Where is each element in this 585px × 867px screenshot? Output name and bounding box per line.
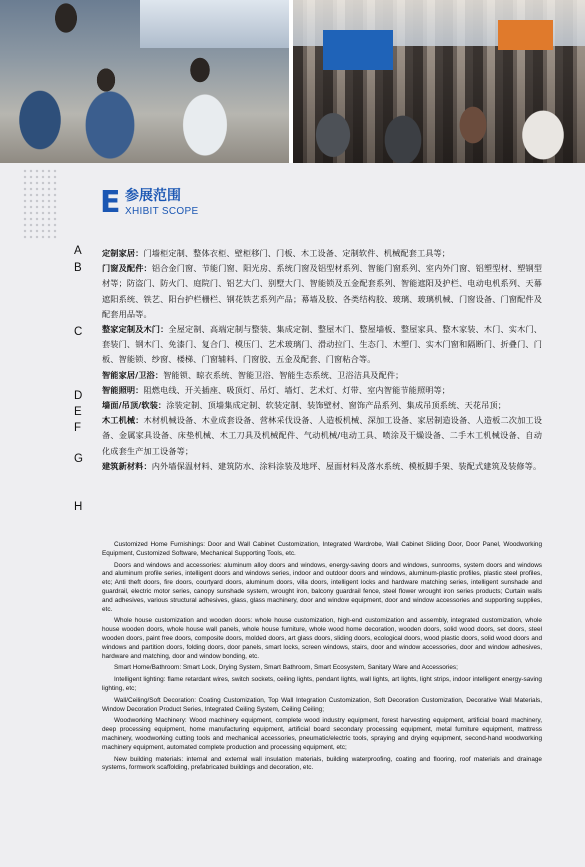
category-letter: H	[74, 501, 83, 513]
category-list-chinese	[102, 246, 542, 474]
category-item	[102, 459, 542, 474]
category-item	[102, 383, 542, 398]
category-heading: 整家定制及木门：	[102, 324, 169, 335]
english-paragraph: Smart Home/Bathroom: Smart Lock, Drying System, Smart Bathroom, Smart Ecosystem, Sanitary Ware and Accessories;	[114, 664, 458, 672]
category-heading: 智能家居/卫浴：	[102, 369, 164, 380]
category-letter: E	[74, 406, 82, 418]
header-photo-strip	[0, 0, 585, 163]
category-body: 木材机械设备、木业成套设备、营林采伐设备、人造板机械、深加工设备、家居制造设备、人造板二次加工设备、金属家具设备、床垫机械、木工刀具及机械配件、气动机械/电动工具、喷涂及干燥设备、二手木工机械设备、自动化成套生产加工设备等；	[102, 415, 542, 456]
category-body: 内外墙保温材料、建筑防水、涂料涂装及地坪、屋面材料及落水系统、模板脚手架、装配式建筑及装修等。	[151, 460, 542, 471]
category-heading: 木工机械：	[102, 415, 144, 426]
english-paragraph: Wall/Ceiling/Soft Decoration: Coating Customization, Top Wall Integration Customization, Soft Decoration Customization, Decorative Wall Materials, Window Decoration Product Series, Integrated Ceiling System, Ceiling Ceiling;	[102, 696, 542, 713]
category-body: 涂装定制、顶墙集成定制、软装定制、装饰壁材、窗饰产品系列、集成吊顶系统、天花吊顶；	[166, 400, 506, 411]
category-body: 门墙柜定制、整体衣柜、壁柜移门、门板、木工设备、定制软件、机械配套工具等；	[143, 248, 451, 258]
exhibition-photo-left	[0, 0, 289, 163]
category-letter: F	[74, 422, 82, 434]
english-paragraph: Customized Home Furnishings: Door and Wall Cabinet Customization, Integrated Wardrobe, Wall Cabinet Sliding Door, Door Panel, Woodworking Equipment, Customized Software, Mechanical Supporting Tools, etc.	[102, 541, 542, 557]
category-item	[102, 246, 542, 261]
category-item	[102, 368, 542, 383]
category-letter: G	[74, 453, 83, 465]
category-letter: C	[74, 326, 83, 338]
category-letter: A	[74, 245, 82, 257]
category-heading: 墙面/吊顶/软装：	[102, 400, 167, 411]
category-item	[102, 398, 542, 413]
english-paragraph: Whole house customization and wooden doors: whole house customization, high-end customization and assembly, integrated customization, whole house wooden doors, whole house wall panels, whole house furniture, whole wood home decoration, wooden doors, solid wood doors, set doors, steel wooden doors, paint free doors, composite doors, molded doors, art glass doors, sliding doors, ecological doors, wood plastic doors, solid wood doors and windows and partition doors, folding doors, door panels, smart locks, screen windows, stairs, door and window accessories, door and window adhesives, hardware and matching, door and window bonding, etc.	[102, 617, 542, 660]
category-heading: 定制家居：	[102, 248, 144, 258]
title-initial-letter: E	[100, 185, 121, 220]
category-body: 智能锁、晾衣系统、智能卫浴、智能生态系统、卫浴洁具及配件；	[163, 369, 404, 380]
title-chinese: 参展范围	[125, 188, 181, 204]
english-paragraph: Intelligent lighting: flame retardant wires, switch sockets, ceiling lights, pendant lights, wall lights, art lights, light strips, indoor intelligent energy-saving lighting, etc;	[102, 676, 542, 692]
booth-sign	[498, 20, 553, 50]
exhibition-photo-right	[293, 0, 585, 163]
title-english: XHIBIT SCOPE	[125, 206, 199, 217]
category-body: 阻燃电线、开关插座、吸顶灯、吊灯、墙灯、艺术灯、灯带、室内智能节能照明等；	[143, 384, 451, 395]
category-body: 全屋定制、高端定制与整装、集成定制、整屋木门、整屋墙板、整屋家具、整木家装、木门、实木门、套装门、钢木门、免漆门、复合门、模压门、艺术玻璃门、滑动拉门、生态门、木塑门、实木门窗和隔断门、折叠门、门板、智能锁、纱窗、楼梯、门窗辅料、门窗胶、五金及配套、门窗粘合等。	[102, 324, 542, 365]
category-letter: B	[74, 262, 82, 274]
category-list-english	[102, 541, 542, 776]
category-heading: 门窗及配件：	[102, 263, 152, 274]
category-heading: 智能照明：	[102, 384, 144, 395]
category-letter: D	[74, 390, 83, 402]
english-paragraph: New building materials: internal and external wall insulation materials, building waterproofing, coating and flooring, roof materials and drainage systems, formwork scaffolding, prefabricated buildings and decoration, etc.	[102, 755, 542, 772]
booth-sign	[323, 30, 393, 70]
english-paragraph: Doors and windows and accessories: aluminum alloy doors and windows, energy-saving doors and windows, sunrooms, system doors and windows and aluminum profile series, intelligent doors and windows series, indoor and outdoor doors and windows, aluminum-plastic profiles, plastic steel profiles, etc; Anti theft doors, fire doors, courtyard doors, aluminum doors, villa doors, intelligent locks and hardware matching series, intelligent sunshade and guardrail, electric motor series, canopy sunshade system, wrought iron, balcony guardrail fence, steel flower wrought iron series products; Curtain walls and adhesives, various structural adhesives, glass, glass machinery, door and window equipment, door and window accessories and supporting supplies, etc.	[102, 561, 542, 613]
category-item	[102, 413, 542, 459]
decorative-dot-pattern	[22, 168, 58, 240]
english-paragraph: Woodworking Machinery: Wood machinery equipment, complete wood industry equipment, forest harvesting equipment, artificial board machinery, deep processing equipment, home manufacturing equipment, artificial board secondary processing equipment, metal furniture equipment, mattress machinery, woodworking cutting tools and mechanical accessories, pneumatic/electric tools, spraying and drying equipment, second-hand woodworking machinery equipment, automated complete production and processing equipment, etc;	[102, 717, 542, 751]
category-item	[102, 322, 542, 368]
booth-banner	[140, 0, 289, 48]
category-item	[102, 261, 542, 322]
category-heading: 建筑新材料：	[102, 460, 152, 471]
category-body: 铝合金门窗、节能门窗、阳光房、系统门窗及铝型材系列、智能门窗系列、室内外门窗、铝塑型材、塑钢型材等；防盗门、防火门、庭院门、铝艺大门、别墅大门、智能锁及五金配套系列、智能遮阳及护栏、电动电机系列、天幕遮阳系统、铁艺、阳台护栏栅栏、钢花铁艺系列产品；幕墙及胶、各类结构胶、玻璃、玻璃机械、门窗设备、门窗配件及配套用品等。	[102, 263, 542, 319]
